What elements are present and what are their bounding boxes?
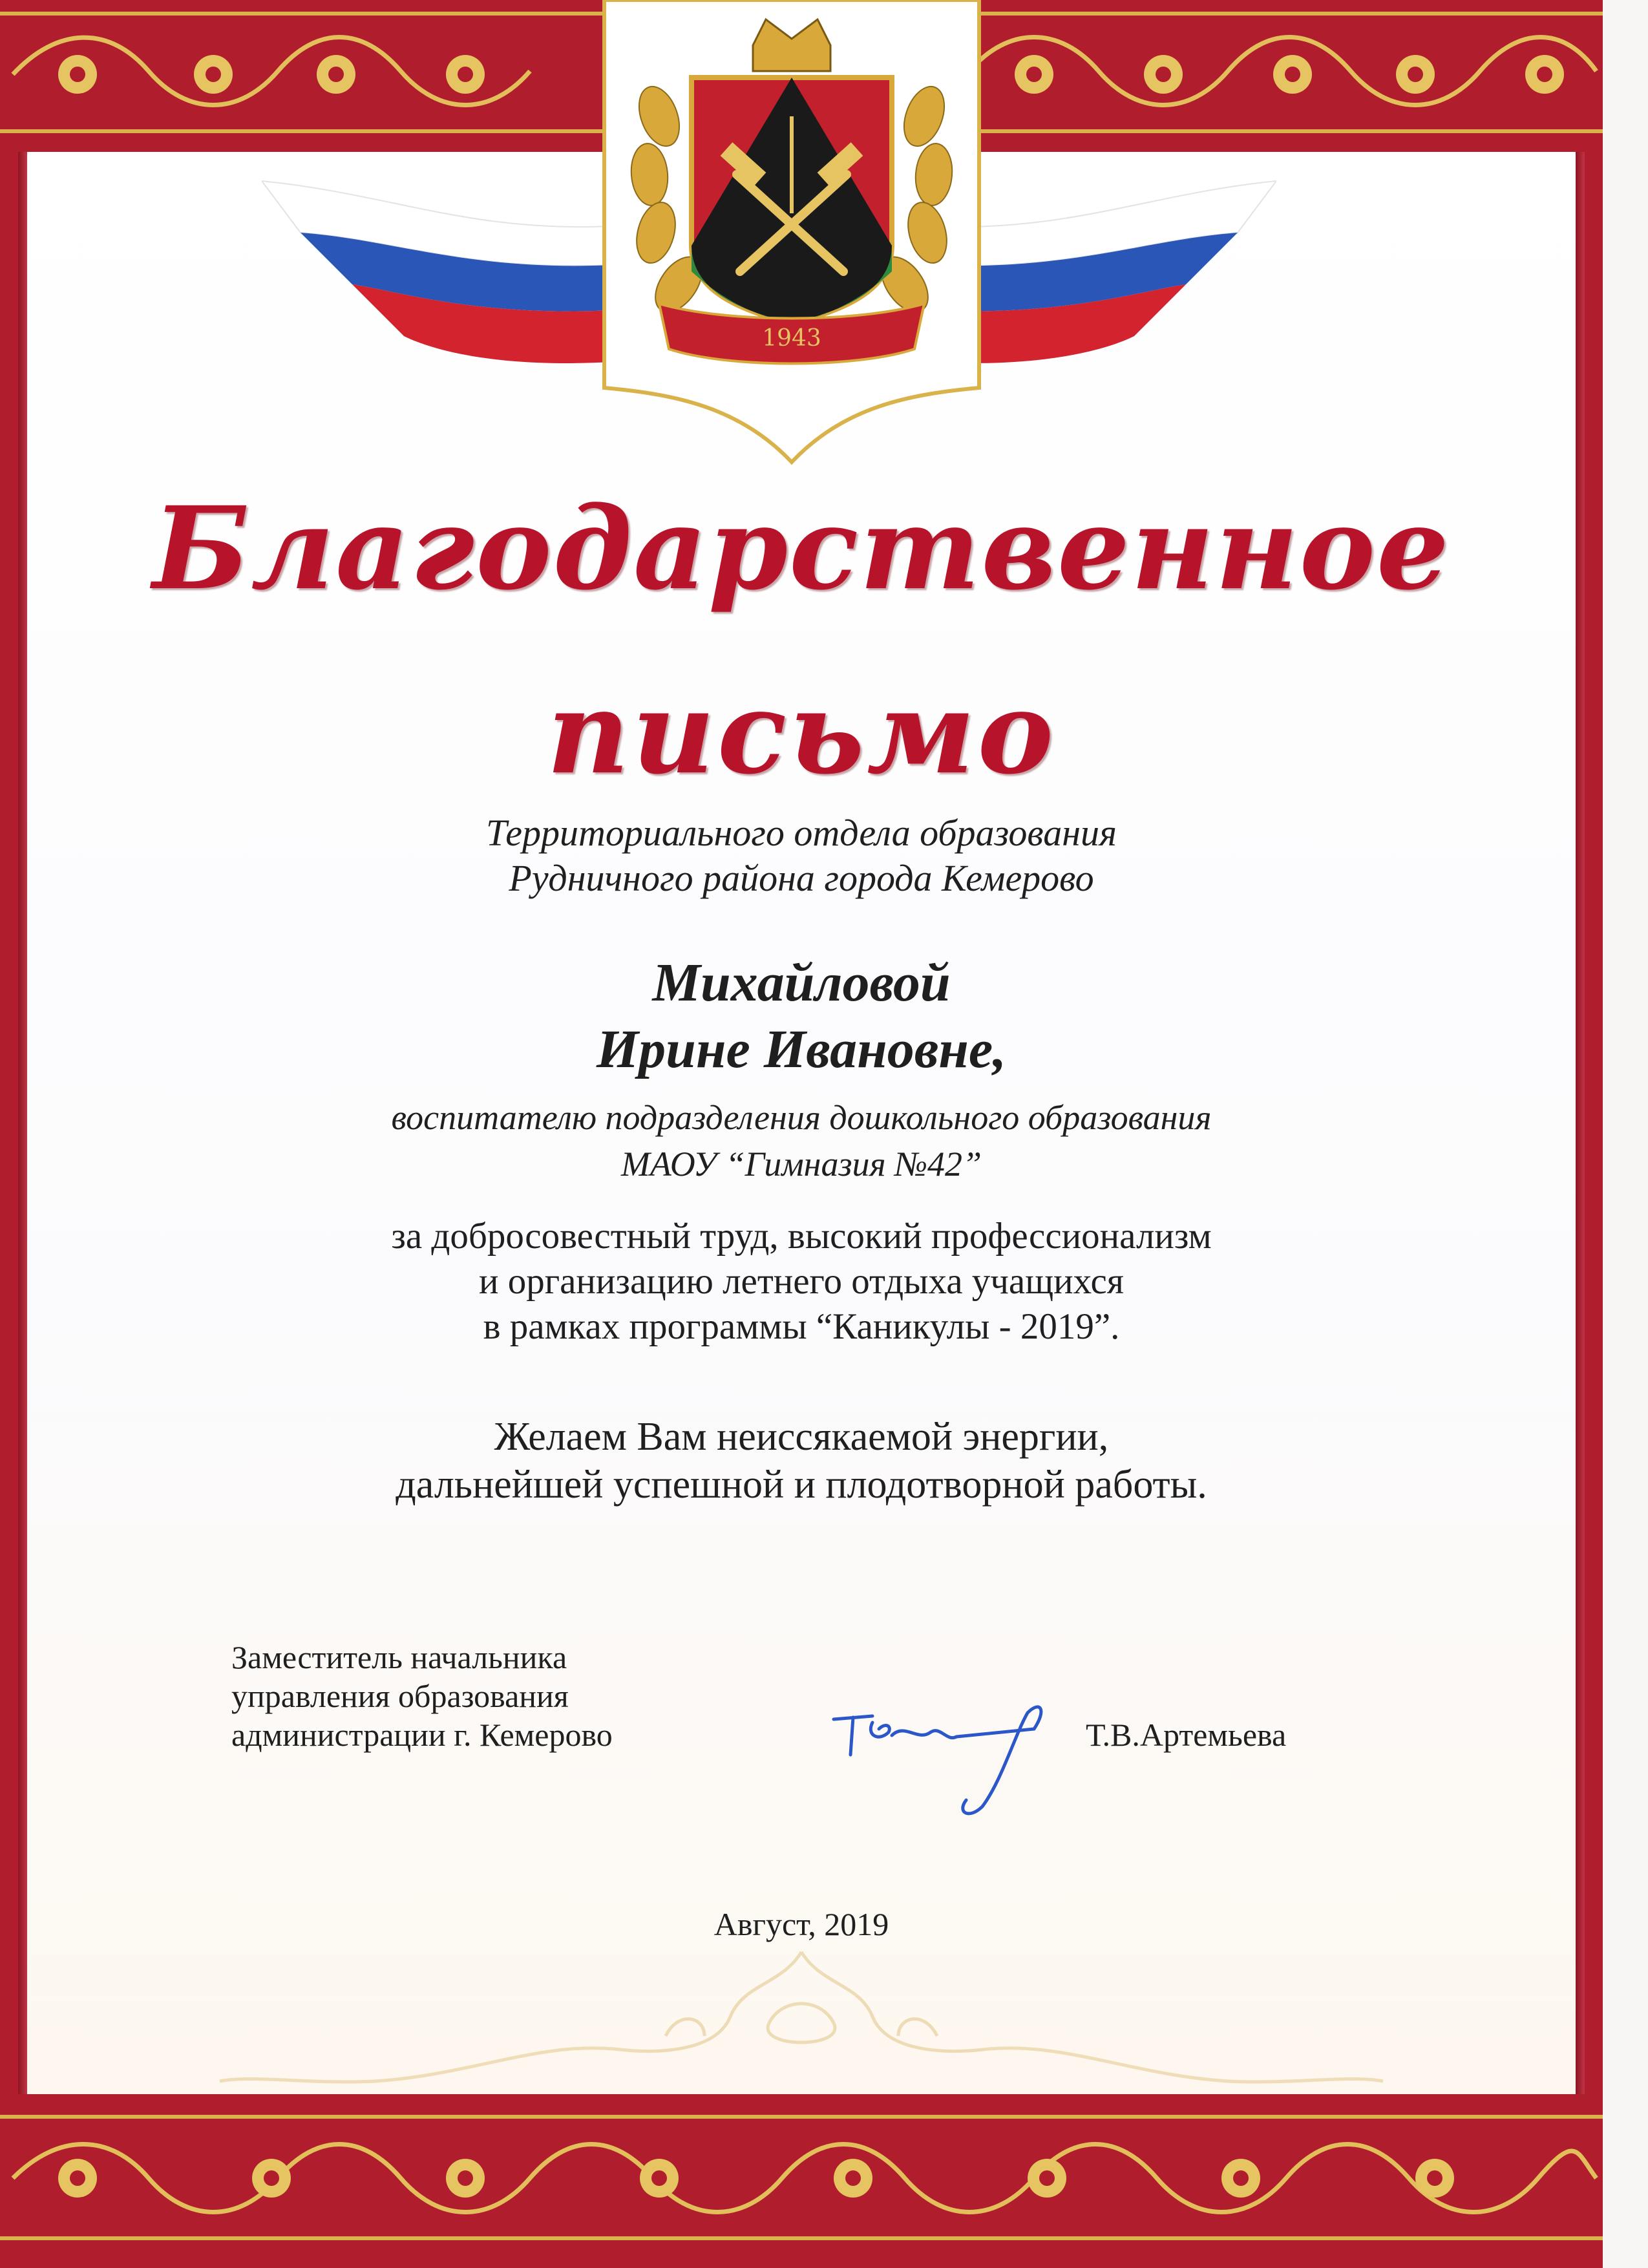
signatory-name: Т.В.Артемьева bbox=[1086, 1717, 1287, 1753]
wish-line-1: Желаем Вам неиссякаемой энергии, bbox=[494, 1415, 1109, 1459]
issuer-line-1: Территориального отдела образования bbox=[486, 812, 1117, 854]
reason-line-3: в рамках программы “Каникулы - 2019”. bbox=[483, 1306, 1120, 1347]
recipient-position-line-1: воспитателю подразделения дошкольного образования bbox=[391, 1098, 1212, 1137]
signatory-role-line-1: Заместитель начальника bbox=[231, 1639, 567, 1675]
reason-line-2: и организацию летнего отдыха учащихся bbox=[478, 1261, 1124, 1302]
bottom-ornament-band bbox=[0, 2094, 1603, 2268]
recipient-position-line-2: МАОУ “Гимназия №42” bbox=[620, 1145, 982, 1183]
recipient-surname: Михайловой bbox=[652, 953, 951, 1013]
issuer-line-2: Рудничного района города Кемерово bbox=[509, 857, 1094, 899]
signatory-role-line-2: управления образования bbox=[231, 1678, 569, 1714]
handwritten-signature-icon bbox=[827, 1697, 1060, 1829]
signatory-role-line-3: администрации г. Кемерово bbox=[231, 1717, 613, 1753]
ornament-border-icon bbox=[0, 2094, 1603, 2268]
wish-line-2: дальнейшей успешной и плодотворной работы. bbox=[396, 1463, 1207, 1507]
certificate-title: Благодарственное bbox=[152, 482, 1451, 615]
emblem-year: 1943 bbox=[762, 325, 821, 352]
certificate-subtitle: письмо bbox=[547, 666, 1056, 800]
issue-date: Август, 2019 bbox=[713, 1906, 889, 1942]
coat-of-arms-icon bbox=[598, 0, 986, 469]
reason-line-1: за добросовестный труд, высокий профессионализм bbox=[391, 1216, 1212, 1256]
gold-filigree-ornament bbox=[213, 1945, 1389, 2097]
recipient-given-name: Ирине Ивановне, bbox=[596, 1019, 1007, 1079]
scan-margin bbox=[1603, 0, 1648, 2268]
